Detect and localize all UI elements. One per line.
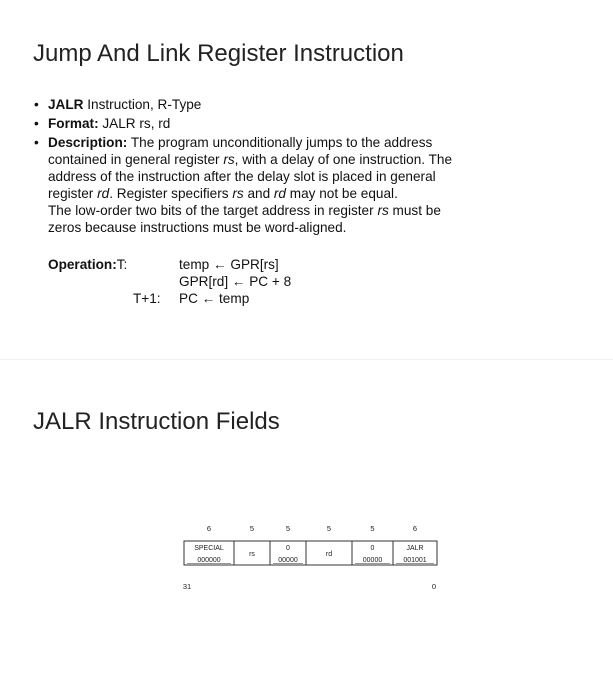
field-name: rd	[325, 551, 333, 558]
desc-register-rs: rs	[377, 203, 389, 218]
field-width-label: 6	[206, 524, 212, 533]
bullet-list	[34, 96, 584, 238]
bullet-text: JALR rs, rd	[98, 116, 171, 131]
field-name: 0	[286, 545, 290, 552]
field-name: rs	[249, 551, 255, 558]
desc-text: contained in general register	[48, 152, 224, 167]
desc-text: register	[48, 186, 98, 201]
field-name: JALR	[406, 545, 424, 552]
operation-time-t: T:	[116, 257, 128, 272]
bullet-strong: Description:	[48, 135, 128, 150]
bullet-marker: •	[34, 116, 39, 131]
bullet-strong: Format:	[48, 116, 99, 131]
bullet-strong: JALR	[48, 97, 84, 112]
field-width-label: 5	[249, 524, 255, 533]
field-encoding: 001001	[403, 557, 427, 564]
operation-step: GPR[rd] ← PC + 8	[179, 274, 292, 289]
desc-register-rd: rd	[97, 186, 110, 201]
field-name: 0	[370, 545, 375, 552]
slide-title: JALR Instruction Fields	[33, 408, 280, 435]
desc-register-rd: rd	[273, 186, 286, 201]
bullet-format	[34, 115, 584, 132]
bullet-description	[34, 134, 584, 236]
desc-text: . Register specifiers	[109, 186, 233, 201]
field-name: SPECIAL	[194, 545, 224, 552]
desc-text: , with a delay of one instruction. The	[234, 152, 453, 167]
desc-register-rs: rs	[232, 186, 244, 201]
desc-line: address of the instruction after the delay slot is placed in general	[48, 169, 436, 184]
field-width-label: 5	[370, 524, 375, 533]
field-width-label: 6	[412, 524, 418, 533]
instruction-fields-diagram	[0, 360, 613, 700]
field-width-label: 5	[285, 524, 291, 533]
field-encoding: 00000	[362, 557, 383, 564]
desc-line: zeros because instructions must be word-aligned.	[48, 220, 347, 235]
desc-text: The low-order two bits of the target address in register	[48, 203, 378, 218]
bit-index-low: 0	[431, 582, 437, 591]
bit-index-high: 31	[182, 582, 192, 591]
bullet-instruction-type	[34, 96, 584, 113]
bullet-text: Instruction, R-Type	[83, 97, 202, 112]
slide-jalr-fields	[0, 360, 613, 700]
desc-text: may not be equal.	[286, 186, 398, 201]
bullet-marker: •	[34, 135, 39, 150]
operation-step: temp ← GPR[rs]	[179, 257, 279, 272]
bullet-marker: •	[34, 97, 39, 112]
operation-label: Operation:	[48, 257, 117, 272]
desc-text: and	[243, 186, 274, 201]
field-encoding: 00000	[278, 557, 298, 564]
field-encoding: 000000	[197, 557, 221, 564]
operation-time-t1: T+1:	[133, 291, 161, 306]
slide-title: Jump And Link Register Instruction	[33, 40, 404, 67]
field-width-label: 5	[326, 524, 332, 533]
desc-line: The program unconditionally jumps to the address	[127, 135, 433, 150]
desc-text: must be	[388, 203, 441, 218]
operation-step: PC ← temp	[179, 291, 250, 306]
desc-register-rs: rs	[223, 152, 235, 167]
